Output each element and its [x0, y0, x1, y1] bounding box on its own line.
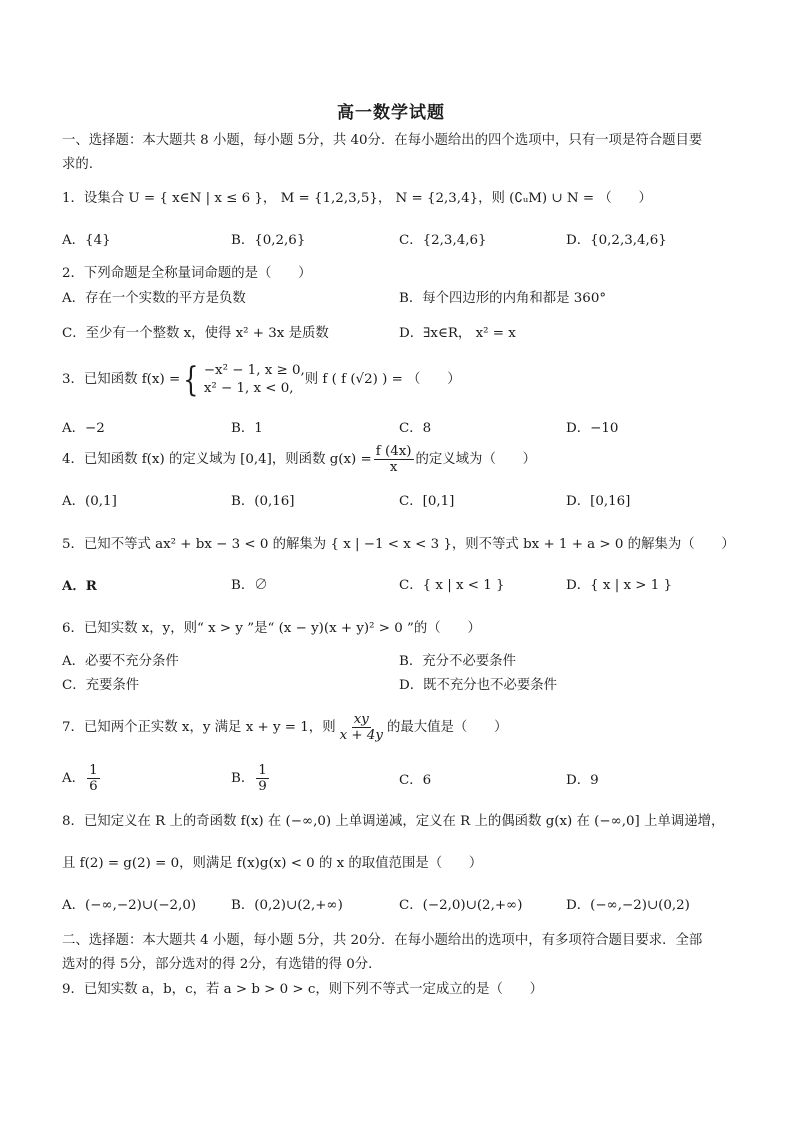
question-5-stem: 5．已知不等式 ax² + bx − 3 < 0 的解集为 { x | −1 < x < 3 }，则不等式 bx + 1 + a > 0 的解集为（ ）: [62, 537, 735, 552]
question-4-option-d: D．[0,16]: [566, 494, 631, 509]
question-5-option-c: C．{ x | x < 1 }: [399, 578, 505, 593]
question-7-suffix: 的最大值是（ ）: [386, 719, 508, 735]
question-9-stem: 9．已知实数 a，b，c，若 a > b > 0 > c，则下列不等式一定成立的是（ ）: [62, 982, 544, 997]
question-3-option-a: A．−2: [62, 421, 105, 436]
question-1-option-a: A．{4}: [62, 233, 111, 248]
piecewise-function: [180, 362, 305, 398]
question-7-fraction: [338, 712, 385, 743]
question-7-stem: [62, 712, 507, 743]
question-6-option-a: A．必要不充分条件: [62, 654, 179, 669]
question-6-option-c: C．充要条件: [62, 678, 140, 693]
section-1-instructions-line-2: 求的.: [62, 157, 94, 172]
question-2-stem: 2．下列命题是全称量词命题的是（ ）: [62, 266, 312, 281]
question-2-option-c: C．至少有一个整数 x，使得 x² + 3x 是质数: [62, 326, 329, 341]
section-2-instructions-line-1: 二、选择题：本大题共 4 小题，每小题 5分，共 20分．在每小题给出的选项中，有多项符合题目要求．全部: [62, 933, 703, 948]
option-b-fraction: [256, 763, 269, 794]
question-7-option-c: C．6: [399, 773, 432, 788]
question-8-stem-line-2: 且 f(2) = g(2) = 0，则满足 f(x)g(x) < 0 的 x 的取值范围是（ ）: [62, 856, 483, 871]
question-5-option-d: D．{ x | x > 1 }: [566, 578, 673, 593]
question-4-option-c: C．[0,1]: [399, 494, 455, 509]
question-6-option-d: D．既不充分也不必要条件: [399, 678, 558, 693]
section-1-instructions-line-1: 一、选择题：本大题共 8 小题，每小题 5分，共 40分．在每小题给出的四个选项中，只有一项是符合题目要: [62, 133, 703, 148]
question-7-option-d: D．9: [566, 773, 599, 788]
question-4-prefix: 4．已知函数 f(x) 的定义域为 [0,4]，则函数 g(x) =: [62, 451, 372, 467]
question-4-stem: [62, 444, 536, 475]
question-3-case-2: x² − 1, x < 0,: [203, 381, 294, 396]
question-2-option-b: B．每个四边形的内角和都是 360°: [399, 291, 607, 306]
question-1-option-b: B．{0,2,6}: [231, 233, 306, 248]
question-7-fraction-numerator: xy: [353, 712, 369, 727]
question-5-option-b: B．∅: [231, 578, 268, 593]
left-brace-symbol: {: [183, 360, 199, 400]
question-3-option-b: B．1: [231, 421, 263, 436]
question-7-prefix: 7．已知两个正实数 x，y 满足 x + y = 1，则: [62, 719, 336, 735]
question-3-option-d: D．−10: [566, 421, 619, 436]
page-title: 高一数学试题: [337, 103, 445, 123]
option-a-denominator: 6: [89, 779, 98, 794]
option-a-fraction: [87, 763, 100, 794]
option-b-numerator: 1: [258, 763, 267, 778]
option-label: B．: [231, 770, 255, 786]
question-8-option-d: D．(−∞,−2)∪(0,2): [566, 898, 690, 913]
question-6-option-b: B．充分不必要条件: [399, 654, 516, 669]
section-2-instructions-line-2: 选对的得 5分，部分选对的得 2分，有选错的得 0分．: [62, 957, 382, 972]
question-8-stem-line-1: 8．已知定义在 R 上的奇函数 f(x) 在 (−∞,0) 上单调递减，定义在 R 上的偶函数 g(x) 在 (−∞,0] 上单调递增，: [62, 814, 725, 829]
question-4-fraction: [374, 444, 414, 475]
question-7-option-b: [231, 763, 271, 794]
question-5-option-a: A．R: [62, 578, 97, 594]
question-7-option-a: [62, 763, 102, 794]
question-8-option-b: B．(0,2)∪(2,+∞): [231, 898, 343, 913]
question-1-stem: 1．设集合 U = { x∈N | x ≤ 6 }， M = {1,2,3,5}， N = {2,3,4}，则 (∁ᵤM) ∪ N = （ ）: [62, 191, 652, 206]
question-3-option-c: C．8: [399, 421, 432, 436]
question-8-option-a: A．(−∞,−2)∪(−2,0): [62, 898, 197, 913]
question-3-case-1: −x² − 1, x ≥ 0,: [203, 363, 305, 378]
question-6-stem: 6．已知实数 x，y，则“ x > y ”是“ (x − y)(x + y)² > 0 ”的（ ）: [62, 621, 481, 636]
question-3-stem: [62, 362, 461, 398]
question-4-suffix: 的定义域为（ ）: [415, 451, 537, 467]
question-4-option-b: B．(0,16]: [231, 494, 295, 509]
question-7-fraction-denominator: x + 4y: [339, 728, 383, 743]
question-8-option-c: C．(−2,0)∪(2,+∞): [399, 898, 523, 913]
option-label: A．: [62, 770, 86, 786]
question-2-option-d: D．∃x∈R， x² = x: [399, 326, 516, 341]
question-2-option-a: A．存在一个实数的平方是负数: [62, 291, 246, 306]
question-4-fraction-numerator: f (4x): [375, 444, 412, 459]
option-a-numerator: 1: [89, 763, 98, 778]
question-1-option-d: D．{0,2,3,4,6}: [566, 233, 667, 248]
question-4-fraction-denominator: x: [389, 460, 398, 475]
question-1-option-c: C．{2,3,4,6}: [399, 233, 487, 248]
option-b-denominator: 9: [258, 779, 267, 794]
question-3-suffix: 则 f ( f (√2) ) = （ ）: [304, 372, 461, 387]
question-4-option-a: A．(0,1]: [62, 494, 117, 509]
question-3-prefix: 3．已知函数 f(x) =: [62, 372, 181, 387]
